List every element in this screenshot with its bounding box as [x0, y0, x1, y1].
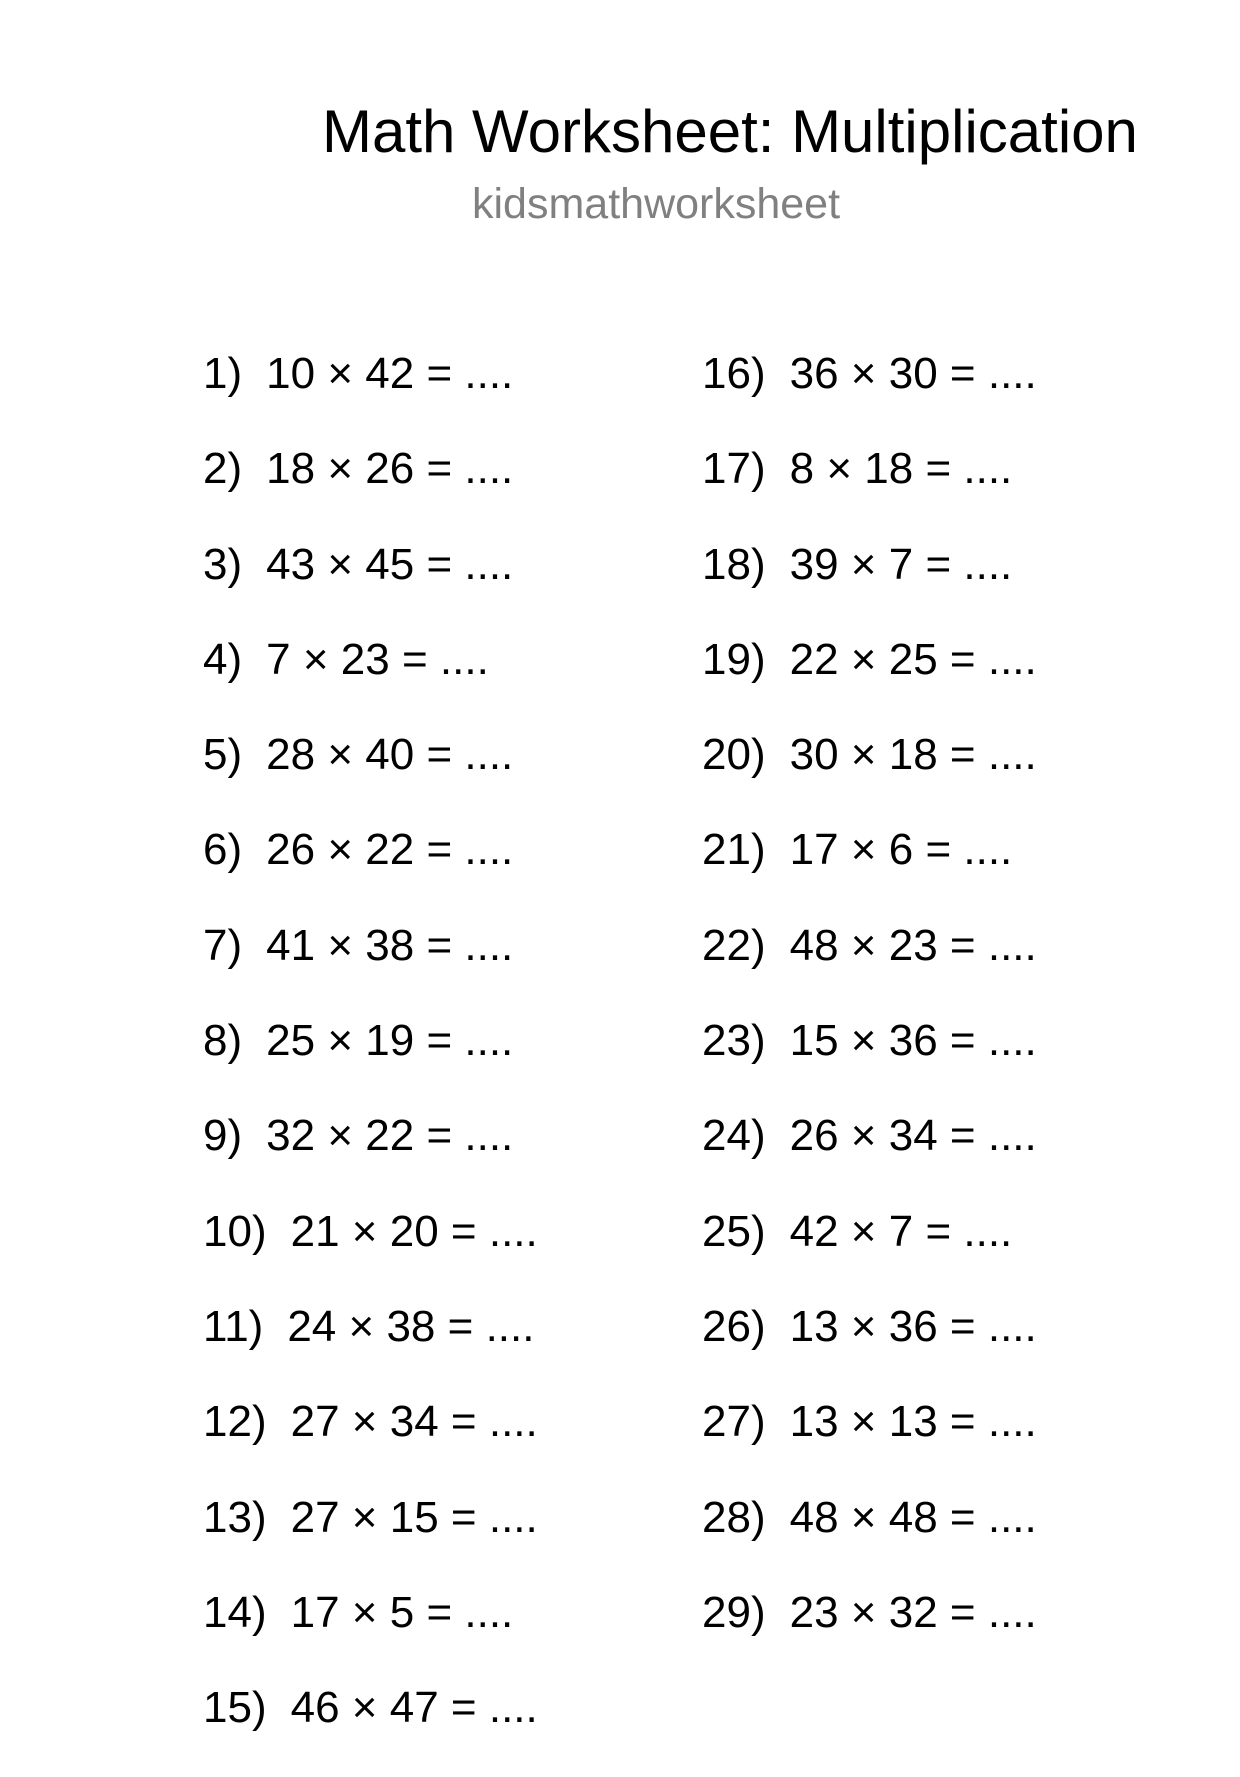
- operand-b: 38: [365, 920, 415, 970]
- problem-item: [702, 348, 1037, 443]
- operand-b: 18: [888, 730, 938, 780]
- operand-b: 19: [365, 1016, 415, 1066]
- multiply-sign: ×: [850, 349, 877, 398]
- operand-b: 7: [888, 539, 914, 589]
- problem-item: [203, 348, 538, 443]
- problem-item: [203, 1396, 538, 1491]
- equals-sign: =: [426, 539, 453, 589]
- problem-number: 3): [203, 539, 243, 589]
- operand-b: 23: [888, 920, 938, 970]
- multiply-sign: ×: [327, 920, 354, 970]
- multiply-sign: ×: [327, 1111, 354, 1161]
- operand-a: 27: [290, 1492, 340, 1542]
- operand-a: 36: [789, 349, 839, 398]
- problem-expression: [291, 1206, 538, 1258]
- problem-item: [203, 729, 538, 824]
- problem-number: 4): [203, 634, 243, 684]
- multiply-sign: ×: [850, 920, 877, 970]
- problem-item: [203, 1015, 538, 1110]
- problem-number: 13): [203, 1492, 267, 1542]
- equals-sign: =: [401, 634, 428, 684]
- problem-number: 22): [702, 920, 766, 970]
- operand-a: 25: [266, 1016, 316, 1066]
- operand-a: 41: [266, 920, 316, 970]
- multiply-sign: ×: [327, 730, 354, 780]
- problem-expression: [287, 1301, 534, 1353]
- operand-b: 40: [365, 730, 415, 780]
- problem-expression: [266, 443, 513, 495]
- operand-b: 20: [389, 1206, 439, 1256]
- problem-expression: [266, 1110, 513, 1162]
- problem-expression: [266, 920, 513, 972]
- problem-item: [702, 634, 1037, 729]
- operand-a: 18: [266, 444, 316, 494]
- operand-a: 39: [789, 539, 839, 589]
- problem-number: 14): [203, 1587, 267, 1637]
- problem-number: 18): [702, 539, 766, 589]
- page-subtitle: kidsmathworksheet: [472, 180, 841, 228]
- problem-expression: [790, 634, 1037, 686]
- equals-sign: =: [450, 1683, 477, 1733]
- problem-number: 17): [702, 444, 766, 494]
- problem-number: 20): [702, 730, 766, 780]
- answer-blank: ....: [963, 539, 1013, 589]
- problem-expression: [291, 1396, 538, 1448]
- operand-b: 47: [389, 1683, 439, 1733]
- operand-b: 25: [888, 634, 938, 684]
- problem-item: [702, 1587, 1037, 1682]
- operand-a: 48: [789, 920, 839, 970]
- equals-sign: =: [426, 1111, 453, 1161]
- answer-blank: ....: [963, 444, 1013, 494]
- equals-sign: =: [450, 1206, 477, 1256]
- equals-sign: =: [949, 730, 976, 780]
- problem-item: [203, 1206, 538, 1301]
- multiply-sign: ×: [850, 730, 877, 780]
- multiply-sign: ×: [850, 1301, 877, 1351]
- problem-number: 6): [203, 825, 243, 875]
- answer-blank: ....: [987, 730, 1037, 780]
- answer-blank: ....: [488, 1492, 538, 1542]
- problem-number: 11): [203, 1301, 264, 1351]
- answer-blank: ....: [464, 825, 514, 875]
- problem-expression: [790, 539, 1013, 591]
- problem-item: [702, 920, 1037, 1015]
- multiply-sign: ×: [850, 1206, 877, 1256]
- problem-number: 12): [203, 1397, 267, 1447]
- problem-expression: [266, 1015, 513, 1067]
- problem-item: [203, 443, 538, 538]
- multiply-sign: ×: [327, 349, 354, 398]
- equals-sign: =: [949, 1301, 976, 1351]
- answer-blank: ....: [987, 1301, 1037, 1351]
- operand-a: 10: [266, 349, 316, 398]
- operand-a: 28: [266, 730, 316, 780]
- operand-b: 13: [888, 1397, 938, 1447]
- problem-number: 21): [702, 825, 766, 875]
- operand-a: 7: [266, 634, 291, 684]
- answer-blank: ....: [987, 920, 1037, 970]
- operand-a: 23: [789, 1587, 839, 1637]
- answer-blank: ....: [464, 1587, 514, 1637]
- equals-sign: =: [949, 1016, 976, 1066]
- operand-a: 27: [290, 1397, 340, 1447]
- answer-blank: ....: [987, 1016, 1037, 1066]
- problem-expression: [790, 443, 1013, 495]
- answer-blank: ....: [987, 1111, 1037, 1161]
- problem-item: [702, 1110, 1037, 1205]
- problem-number: 27): [702, 1397, 766, 1447]
- multiply-sign: ×: [850, 634, 877, 684]
- equals-sign: =: [925, 444, 952, 494]
- operand-b: 32: [888, 1587, 938, 1637]
- answer-blank: ....: [488, 1683, 538, 1733]
- operand-a: 26: [789, 1111, 839, 1161]
- operand-a: 17: [290, 1587, 340, 1637]
- answer-blank: ....: [963, 825, 1013, 875]
- problem-expression: [266, 348, 513, 400]
- equals-sign: =: [450, 1492, 477, 1542]
- operand-b: 30: [888, 349, 938, 398]
- operand-b: 42: [365, 349, 415, 398]
- answer-blank: ....: [464, 539, 514, 589]
- answer-blank: ....: [987, 634, 1037, 684]
- problem-number: 10): [203, 1206, 267, 1256]
- operand-a: 46: [290, 1683, 340, 1733]
- problem-number: 5): [203, 730, 243, 780]
- problem-number: 25): [702, 1206, 766, 1256]
- answer-blank: ....: [987, 1397, 1037, 1447]
- problem-expression: [790, 1015, 1037, 1067]
- operand-a: 30: [789, 730, 839, 780]
- problem-expression: [291, 1587, 514, 1639]
- problem-item: [203, 920, 538, 1015]
- equals-sign: =: [925, 539, 952, 589]
- problem-expression: [790, 1301, 1037, 1353]
- operand-a: 21: [290, 1206, 340, 1256]
- problem-item: [203, 1492, 538, 1587]
- problem-item: [702, 1301, 1037, 1396]
- multiply-sign: ×: [850, 1111, 877, 1161]
- operand-a: 13: [789, 1301, 839, 1351]
- equals-sign: =: [949, 920, 976, 970]
- problem-column-left: [203, 348, 538, 1777]
- multiply-sign: ×: [826, 444, 853, 494]
- problem-expression: [790, 1206, 1013, 1258]
- operand-b: 48: [888, 1492, 938, 1542]
- multiply-sign: ×: [850, 1492, 877, 1542]
- operand-b: 36: [888, 1016, 938, 1066]
- operand-b: 34: [389, 1397, 439, 1447]
- equals-sign: =: [426, 1587, 453, 1637]
- equals-sign: =: [426, 825, 453, 875]
- problem-column-right: [702, 348, 1037, 1682]
- operand-a: 22: [789, 634, 839, 684]
- problem-expression: [291, 1492, 538, 1544]
- problem-number: 1): [203, 349, 243, 398]
- problem-item: [702, 824, 1037, 919]
- problem-item: [203, 824, 538, 919]
- operand-b: 15: [389, 1492, 439, 1542]
- multiply-sign: ×: [327, 1016, 354, 1066]
- multiply-sign: ×: [351, 1683, 378, 1733]
- operand-a: 26: [266, 825, 316, 875]
- problem-item: [702, 1015, 1037, 1110]
- operand-a: 13: [789, 1397, 839, 1447]
- operand-b: 22: [365, 825, 415, 875]
- equals-sign: =: [949, 1111, 976, 1161]
- problem-expression: [790, 920, 1037, 972]
- answer-blank: ....: [464, 730, 514, 780]
- problem-item: [203, 1587, 538, 1682]
- multiply-sign: ×: [850, 1016, 877, 1066]
- equals-sign: =: [925, 825, 952, 875]
- multiply-sign: ×: [351, 1587, 378, 1637]
- problem-item: [702, 443, 1037, 538]
- problem-item: [203, 539, 538, 634]
- answer-blank: ....: [464, 444, 514, 494]
- operand-a: 15: [789, 1016, 839, 1066]
- problem-number: 9): [203, 1111, 243, 1161]
- problem-expression: [790, 1110, 1037, 1162]
- multiply-sign: ×: [850, 1397, 877, 1447]
- multiply-sign: ×: [327, 539, 354, 589]
- problem-number: 8): [203, 1016, 243, 1066]
- operand-a: 42: [789, 1206, 839, 1256]
- answer-blank: ....: [464, 1016, 514, 1066]
- problem-number: 28): [702, 1492, 766, 1542]
- problem-item: [702, 1492, 1037, 1587]
- operand-a: 17: [789, 825, 839, 875]
- operand-a: 32: [266, 1111, 316, 1161]
- equals-sign: =: [426, 730, 453, 780]
- operand-b: 7: [888, 1206, 914, 1256]
- operand-a: 8: [789, 444, 815, 494]
- multiply-sign: ×: [850, 825, 877, 875]
- answer-blank: ....: [987, 349, 1037, 398]
- operand-a: 48: [789, 1492, 839, 1542]
- multiply-sign: ×: [348, 1301, 375, 1351]
- equals-sign: =: [426, 920, 453, 970]
- answer-blank: ....: [464, 1111, 514, 1161]
- problem-item: [203, 1682, 538, 1777]
- page-title: Math Worksheet: Multiplication: [322, 98, 1138, 165]
- problem-number: 2): [203, 444, 243, 494]
- problem-number: 26): [702, 1301, 766, 1351]
- problem-expression: [790, 1396, 1037, 1448]
- problem-item: [702, 539, 1037, 634]
- answer-blank: ....: [987, 1587, 1037, 1637]
- problem-expression: [266, 824, 513, 876]
- operand-b: 6: [888, 825, 914, 875]
- problem-item: [203, 634, 538, 729]
- problem-expression: [790, 1587, 1037, 1639]
- equals-sign: =: [949, 1492, 976, 1542]
- problem-expression: [291, 1682, 538, 1734]
- equals-sign: =: [426, 349, 453, 398]
- multiply-sign: ×: [850, 539, 877, 589]
- multiply-sign: ×: [327, 444, 354, 494]
- answer-blank: ....: [987, 1492, 1037, 1542]
- answer-blank: ....: [963, 1206, 1013, 1256]
- answer-blank: ....: [488, 1206, 538, 1256]
- problem-number: 24): [702, 1111, 766, 1161]
- problem-item: [702, 1206, 1037, 1301]
- problem-item: [702, 1396, 1037, 1491]
- problem-expression: [790, 1492, 1037, 1544]
- answer-blank: ....: [464, 349, 514, 398]
- problem-expression: [266, 729, 513, 781]
- operand-b: 18: [864, 444, 914, 494]
- problem-item: [702, 729, 1037, 824]
- problem-number: 15): [203, 1683, 267, 1733]
- problem-item: [203, 1301, 538, 1396]
- multiply-sign: ×: [351, 1206, 378, 1256]
- operand-b: 38: [386, 1301, 436, 1351]
- problem-expression: [790, 348, 1037, 400]
- equals-sign: =: [426, 1016, 453, 1066]
- equals-sign: =: [949, 1587, 976, 1637]
- operand-b: 5: [389, 1587, 415, 1637]
- multiply-sign: ×: [351, 1492, 378, 1542]
- operand-b: 36: [888, 1301, 938, 1351]
- operand-b: 26: [365, 444, 415, 494]
- problem-expression: [790, 729, 1037, 781]
- multiply-sign: ×: [351, 1397, 378, 1447]
- equals-sign: =: [426, 444, 453, 494]
- equals-sign: =: [949, 634, 976, 684]
- multiply-sign: ×: [850, 1587, 877, 1637]
- problem-expression: [266, 539, 513, 591]
- operand-a: 43: [266, 539, 316, 589]
- multiply-sign: ×: [327, 825, 354, 875]
- operand-b: 22: [365, 1111, 415, 1161]
- equals-sign: =: [949, 1397, 976, 1447]
- problem-item: [203, 1110, 538, 1205]
- problem-expression: [790, 824, 1013, 876]
- answer-blank: ....: [488, 1397, 538, 1447]
- operand-b: 23: [340, 634, 390, 684]
- equals-sign: =: [925, 1206, 952, 1256]
- equals-sign: =: [447, 1301, 474, 1351]
- problem-number: 29): [702, 1587, 766, 1637]
- problem-number: 16): [702, 349, 766, 398]
- answer-blank: ....: [464, 920, 514, 970]
- operand-b: 45: [365, 539, 415, 589]
- problem-number: 7): [203, 920, 243, 970]
- problem-number: 23): [702, 1016, 766, 1066]
- multiply-sign: ×: [302, 634, 329, 684]
- answer-blank: ....: [485, 1301, 535, 1351]
- answer-blank: ....: [439, 634, 489, 684]
- equals-sign: =: [450, 1397, 477, 1447]
- problem-number: 19): [702, 634, 766, 684]
- operand-a: 24: [287, 1301, 337, 1351]
- operand-b: 34: [888, 1111, 938, 1161]
- problem-expression: [266, 634, 489, 686]
- equals-sign: =: [949, 349, 976, 398]
